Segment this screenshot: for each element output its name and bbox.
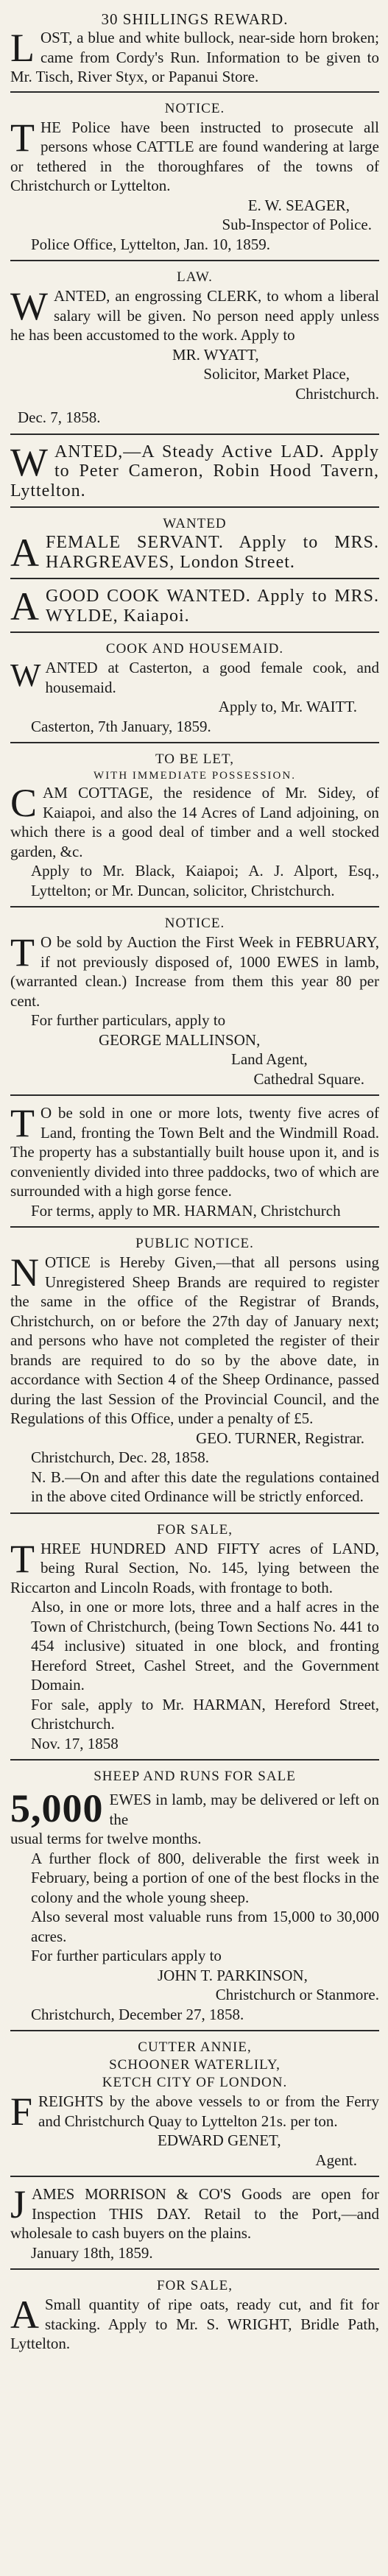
ad-ewes-auction [10,906,379,1089]
ad-body [10,1103,379,1201]
signature-name: MR. WYATT, [172,345,259,364]
ad-good-cook [10,578,379,629]
vessel-name: SCHOONER WATERLILY, [109,2057,281,2073]
also-paragraph: Also, in one or more lots, three and a half acres in the Town of Christchurch, (being Town Sections No. 441 to 454 inclusive) situated in one block, and fronting Hereford Street, Cashel Street, and the Government Domain. [31,1598,379,1694]
divider [10,1759,379,1761]
ad-text: FEMALE SERVANT. Apply to MRS. HARGREAVES, London Street. [46,533,379,572]
ad-text: HE Police have been instructed to prosecute all persons whose CATTLE are found wandering at large or tethered in the thoroughfares of the towns of Christchurch or Lyttelton. [10,118,379,194]
terms-line: For terms, apply to MR. HARMAN, Christchurch [31,1201,341,1220]
ad-text: O be sold in one or more lots, twenty five acres of Land, fronting the Town Belt and the Windmill Road. The property has a substantially built house upon it, and is conveniently divided into three paddocks, two of which are surrounded with a high gorse fence. [10,1104,379,1200]
ad-oats-for-sale [10,2268,379,2354]
apply-line: For sale, apply to Mr. HARMAN, Hereford Street, Christchurch. [31,1695,379,1733]
ad-body [10,930,379,1011]
divider [10,578,379,579]
ad-text: O be sold by Auction the First Week in FEBRUARY, if not previously disposed of, 1000 EWES in lamb, (warranted clean.) Increase from them this year 80 per cent. [10,933,379,1010]
ad-body [10,28,379,87]
ad-text: ANTED, an engrossing CLERK, to whom a liberal salary will be given. No person need apply unless he has been accustomed to the work. Apply to [10,287,379,344]
drop-cap: T [10,1536,35,1581]
ad-sheep-runs [10,1759,379,2024]
ad-body [10,439,379,501]
signature-title: Agent. [315,2151,357,2169]
nb-note: N. B.—On and after this date the regulations contained in the above cited Ordinance will be strictly enforced. [31,1468,379,1505]
ad-body [10,2090,379,2134]
further-line: For further particulars, apply to [31,1011,226,1029]
dateline: Christchurch, Dec. 28, 1858. [31,1448,210,1466]
further-line: For further particulars apply to [31,1947,222,1964]
ad-body [10,2295,379,2354]
ad-heading: LAW. [177,269,213,285]
ad-body [10,783,379,861]
ad-body [10,584,379,629]
drop-cap: T [10,1101,35,1145]
paragraph: A further flock of 800, deliverable the first week in February, being a portion of one of the best flocks in the colony and the whole young sheep. [31,1849,379,1906]
drop-cap: F [10,2090,33,2134]
drop-cap: N [10,1250,39,1295]
ad-text: GOOD COOK WANTED. Apply to MRS. WYLDE, Kaiapoi. [46,587,379,626]
ad-body [10,115,379,196]
signature-line: Christchurch or Stanmore. [215,1986,379,2003]
big-number-row [10,1788,379,1829]
divider [10,2268,379,2270]
ad-text: OTICE is Hereby Given,—that all persons using Unregistered Sheep Brands are required to register the same in the office of the Registrar of Brands, Christchurch, on or before the 27th day of January next; and persons who have not completed the register of their brands are required to do so by the above date, in accordance with Section 4 of the Sheep Ordinance, passed during the last Session of the Provincial Council, and the Regulations of this Office, under a penalty of £5. [10,1253,379,1427]
drop-cap: A [10,531,40,575]
divider [10,1094,379,1096]
ad-heading: PUBLIC NOTICE. [135,1236,254,1251]
big-number-text: EWES in lamb, may be delivered or left on the [109,1791,379,1828]
ad-text: ANTED at Casterton, a good female cook, and housemaid. [45,659,379,696]
divider [10,906,379,907]
ad-text: REIGHTS by the above vessels to or from the Ferry and Christchurch Quay to Lyttelton 21s. per ton. [38,2092,379,2130]
ad-date: January 18th, 1859. [31,2243,153,2262]
divider [10,434,379,435]
ad-heading: NOTICE. [164,916,225,931]
ad-subheading: WITH IMMEDIATE POSSESSION. [94,770,296,782]
ad-body [10,658,379,697]
drop-cap: W [10,439,49,484]
divider [10,742,379,743]
ad-morrison-goods [10,2176,379,2262]
signature-line: Solicitor, Market Place, [203,365,350,383]
ad-text: HREE HUNDRED AND FIFTY acres of LAND, being Rural Section, No. 145, lying between the Riccarton and Lincoln Roads, with frontage to both. [10,1539,379,1596]
signature-line: Christchurch. [295,384,379,403]
ad-vessels [10,2030,379,2170]
drop-cap: C [10,781,38,825]
drop-cap: T [10,930,35,974]
ad-date: Nov. 17, 1858 [31,1734,119,1752]
divider [10,2030,379,2031]
ad-heading: COOK AND HOUSEMAID. [105,641,284,657]
ad-text: usual terms for twelve months. [10,1830,202,1847]
divider [10,506,379,508]
ad-body [10,1250,379,1429]
drop-cap: W [10,284,48,328]
ad-wanted-lad [10,434,379,501]
big-number: 5,000 [10,1788,104,1829]
ad-text: AMES MORRISON & CO'S Goods are open for Inspection THIS DAY. Retail to the Port,—and wholesale to cash buyers on the plains. [10,2185,379,2242]
divider [10,1512,379,1514]
ad-cook-housemaid [10,631,379,736]
apply-line: Apply to Mr. Black, Kaiapoi; A. J. Alport, Esq., Lyttelton; or Mr. Duncan, solicitor, Christchurch. [31,862,379,899]
ad-heading: TO BE LET, [155,751,234,767]
ad-text: OST, a blue and white bullock, near-side horn broken; came from Cordy's Run. Information to be given to Mr. Tisch, River Styx, or Papanui Store. [10,29,379,85]
signature: GEO. TURNER, Registrar. [196,1429,364,1447]
paragraph: Also several most valuable runs from 15,000 to 30,000 acres. [31,1908,379,1945]
ad-date: Dec. 7, 1858. [18,408,101,426]
ad-heading: WANTED [163,516,227,531]
vessel-name: KETCH CITY OF LONDON. [102,2075,288,2090]
apply-line: Apply to, Mr. WAITT. [218,698,357,715]
ad-body [10,1536,379,1598]
ad-heading: SHEEP AND RUNS FOR SALE [94,1769,296,1784]
ad-police-notice [10,91,379,255]
ad-body [10,286,379,345]
drop-cap: A [10,584,40,629]
divider [10,91,379,93]
ad-shillings-reward [10,10,379,87]
signature-name: JOHN T. PARKINSON, [158,1966,308,1984]
vessel-name: CUTTER ANNIE, [138,2039,252,2055]
ad-body [10,2184,379,2243]
ad-to-let [10,742,379,900]
ad-heading: FOR SALE, [157,1521,233,1538]
ad-text: Small quantity of ripe oats, ready cut, and fit for stacking. Apply to Mr. S. WRIGHT, Bridle Path, Lyttelton. [10,2296,379,2352]
ad-land-lots [10,1094,379,1220]
dateline: Christchurch, December 27, 1858. [31,2005,244,2023]
signature-name: E. W. SEAGER, [247,196,350,214]
ad-text: AM COTTAGE, the residence of Mr. Sidey, of Kaiapoi, and also the 14 Acres of Land adjoining, on which there is a good deal of timber and a well stocked garden, &c. [10,784,379,860]
signature-title: Sub-Inspector of Police. [222,216,372,233]
ad-for-sale-land [10,1512,379,1754]
ad-law-clerk [10,260,379,428]
signature-name: EDWARD GENET, [158,2131,281,2149]
ad-heading: NOTICE. [164,100,225,116]
ad-public-notice [10,1226,379,1507]
drop-cap: L [10,26,35,70]
dateline: Casterton, 7th January, 1859. [31,717,211,735]
drop-cap: J [10,2182,27,2226]
signature-name: GEORGE MALLINSON, [99,1030,261,1049]
divider [10,631,379,633]
drop-cap: T [10,115,35,160]
divider [10,2176,379,2177]
ad-body [10,531,379,575]
signature-line: Land Agent, [231,1050,308,1068]
ad-text: ANTED,—A Steady Active LAD. Apply to Peter Cameron, Robin Hood Tavern, Lyttelton. [10,442,379,500]
ad-female-servant [10,506,379,575]
drop-cap: A [10,2293,39,2337]
ad-heading: 30 SHILLINGS REWARD. [101,10,289,28]
ad-heading: FOR SALE, [157,2278,233,2293]
dateline: Police Office, Lyttelton, Jan. 10, 1859. [31,235,271,253]
divider [10,1226,379,1228]
divider [10,260,379,261]
signature-line: Cathedral Square. [253,1069,364,1088]
drop-cap: W [10,657,41,693]
